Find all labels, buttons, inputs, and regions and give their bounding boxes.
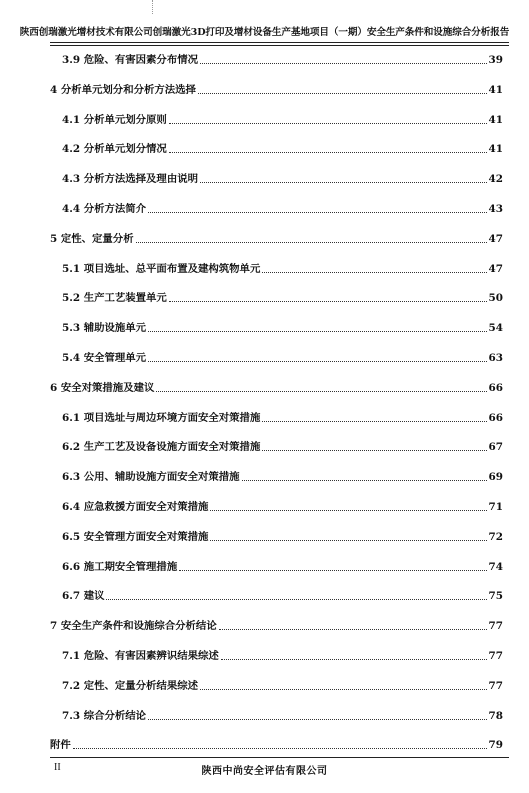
toc-entry-page: 39 — [488, 54, 503, 66]
toc-entry[interactable] — [62, 679, 503, 693]
toc-entry[interactable] — [62, 262, 503, 276]
toc-entry-page: 50 — [488, 292, 503, 305]
toc-entry-page: 66 — [488, 381, 503, 394]
toc-entry-page: 67 — [488, 441, 503, 454]
toc-entry-title: 6.3 公用、辅助设施方面安全对策措施 — [62, 471, 240, 484]
toc-leader-dots — [148, 360, 486, 362]
toc-entry[interactable] — [62, 291, 503, 305]
toc-entry[interactable] — [62, 589, 503, 603]
toc-entry-page: 41 — [488, 113, 503, 126]
toc-entry-page: 43 — [488, 203, 503, 215]
toc-entry[interactable] — [62, 530, 503, 544]
toc-entry[interactable] — [62, 172, 503, 186]
toc-entry-title: 7 安全生产条件和设施综合分析结论 — [50, 620, 217, 633]
toc-entry-page: 47 — [488, 232, 503, 245]
toc-entry-page: 72 — [488, 530, 503, 543]
header-rule — [50, 42, 509, 43]
toc-entry[interactable] — [62, 202, 503, 216]
toc-entry-title: 5.2 生产工艺装置单元 — [62, 292, 167, 305]
toc-entry[interactable] — [50, 83, 503, 97]
toc-entry-page: 78 — [488, 709, 503, 722]
toc-entry[interactable] — [62, 440, 503, 454]
toc-leader-dots — [200, 688, 487, 690]
toc-entry[interactable] — [50, 619, 503, 633]
toc-leader-dots — [262, 420, 486, 422]
toc-entry[interactable] — [50, 232, 503, 246]
toc-entry[interactable] — [62, 113, 503, 127]
toc-entry-title: 5 定性、定量分析 — [50, 232, 134, 245]
toc-entry-title: 5.4 安全管理单元 — [62, 352, 147, 364]
toc-leader-dots — [73, 747, 487, 749]
toc-entry-page: 77 — [488, 650, 503, 662]
toc-leader-dots — [169, 151, 487, 153]
toc-entry[interactable] — [62, 321, 503, 335]
toc-entry-title: 4.1 分析单元划分原则 — [62, 113, 167, 126]
toc-entry[interactable] — [62, 411, 503, 425]
toc-entry-page: 69 — [488, 471, 503, 484]
toc-entry[interactable] — [50, 738, 503, 752]
toc-leader-dots — [200, 181, 487, 183]
toc-entry-title: 6.2 生产工艺及设备设施方面安全对策措施 — [62, 441, 261, 454]
toc-leader-dots — [198, 92, 487, 94]
toc-entry[interactable] — [62, 351, 503, 365]
toc-entry-title: 6.4 应急救援方面安全对策措施 — [62, 501, 209, 513]
toc-entry-page: 77 — [488, 679, 503, 692]
toc-entry-title: 4.4 分析方法简介 — [62, 203, 147, 215]
toc-entry-page: 71 — [488, 501, 503, 513]
toc-entry-page: 54 — [488, 322, 503, 335]
toc-entry-title: 7.2 定性、定量分析结果综述 — [62, 679, 198, 692]
toc-leader-dots — [148, 211, 486, 213]
toc-entry-title: 6 安全对策措施及建议 — [50, 381, 155, 394]
toc-entry-page: 79 — [488, 739, 503, 752]
toc-leader-dots — [169, 122, 487, 124]
toc-entry[interactable] — [62, 709, 503, 723]
toc-leader-dots — [156, 390, 486, 392]
toc-entry[interactable] — [62, 649, 503, 663]
toc-entry-title: 附件 — [50, 739, 71, 752]
toc-entry[interactable] — [50, 381, 503, 395]
toc-entry-page: 41 — [488, 143, 503, 156]
toc-entry-page: 66 — [488, 411, 503, 424]
toc-entry[interactable] — [62, 500, 503, 514]
toc-leader-dots — [262, 271, 486, 273]
toc-leader-dots — [148, 718, 486, 720]
toc-leader-dots — [179, 569, 486, 571]
toc-leader-dots — [200, 62, 487, 64]
toc-leader-dots — [262, 449, 486, 451]
toc-entry-title: 6.6 施工期安全管理措施 — [62, 560, 178, 573]
scan-mark — [152, 0, 154, 14]
toc-entry-page: 74 — [488, 560, 503, 573]
toc-entry-title: 5.3 辅助设施单元 — [62, 322, 147, 335]
toc-leader-dots — [242, 479, 487, 481]
toc-leader-dots — [210, 509, 486, 511]
toc-entry[interactable] — [62, 470, 503, 484]
toc-leader-dots — [210, 539, 486, 541]
toc-entry-title: 6.7 建议 — [62, 590, 105, 603]
toc-entry-title: 6.1 项目选址与周边环境方面安全对策措施 — [62, 411, 261, 424]
toc-entry[interactable] — [62, 142, 503, 156]
toc-entry-page: 75 — [488, 590, 503, 603]
toc-entry-title: 7.1 危险、有害因素辨识结果综述 — [62, 650, 219, 662]
toc-leader-dots — [136, 241, 487, 243]
page-header: 陕西创瑞激光增材技术有限公司创瑞激光3D打印及增材设备生产基地项目（一期）安全生产条件和设施综合分析报告 — [19, 27, 510, 38]
toc-entry-title: 3.9 危险、有害因素分布情况 — [62, 54, 198, 66]
toc-entry-title: 4.2 分析单元划分情况 — [62, 143, 167, 156]
toc-entry-title: 4 分析单元划分和分析方法选择 — [50, 83, 196, 96]
toc-entry-title: 4.3 分析方法选择及理由说明 — [62, 173, 198, 186]
toc-entry-title: 7.3 综合分析结论 — [62, 709, 147, 722]
toc-entry-page: 42 — [488, 173, 503, 186]
toc-leader-dots — [106, 598, 486, 600]
footer-company: 陕西中尚安全评估有限公司 — [201, 766, 328, 777]
toc-entry[interactable] — [62, 53, 503, 67]
footer-page-number: II — [54, 762, 61, 773]
toc-leader-dots — [219, 628, 487, 630]
header-rule-double — [50, 45, 509, 46]
toc-entry-page: 77 — [488, 620, 503, 633]
toc-entry-page: 41 — [488, 83, 503, 96]
toc-entry-title: 5.1 项目选址、总平面布置及建构筑物单元 — [62, 262, 261, 275]
toc-entry-title: 6.5 安全管理方面安全对策措施 — [62, 530, 209, 543]
toc-leader-dots — [221, 658, 487, 660]
toc-entry-page: 63 — [488, 352, 503, 364]
toc-entry-page: 47 — [488, 262, 503, 275]
toc-leader-dots — [169, 300, 487, 302]
toc-entry[interactable] — [62, 560, 503, 574]
footer-rule — [50, 757, 509, 758]
toc-leader-dots — [148, 330, 486, 332]
